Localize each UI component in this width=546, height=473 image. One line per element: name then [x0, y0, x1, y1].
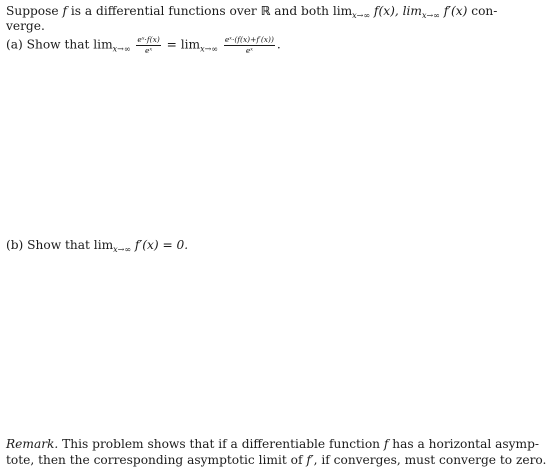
remark-line-1 — [6, 438, 539, 450]
part-a-label: (a) Show that lim — [6, 37, 113, 52]
limit-expression: f(x), lim — [370, 4, 422, 18]
equals-lim: = lim — [166, 37, 201, 52]
fraction-left — [136, 36, 160, 54]
intro-text: and both lim — [270, 4, 353, 18]
part-a — [6, 36, 281, 54]
part-b-label: (b) Show that lim — [6, 238, 114, 252]
remark-text: This problem shows that if a differentiable function — [58, 437, 384, 451]
remark-text: , if converges, must converge to zero. — [313, 453, 546, 467]
problem-intro-line-2 — [6, 20, 45, 32]
fraction-denominator: eˣ — [245, 45, 253, 55]
fraction-right — [224, 36, 275, 54]
limit-subscript: x→∞ — [352, 11, 371, 20]
period: . — [276, 37, 281, 52]
intro-text: verge. — [6, 19, 45, 33]
function-symbol: f — [383, 437, 389, 451]
fraction-denominator: eˣ — [145, 45, 153, 55]
remark-text: tote, then the corresponding asymptotic limit of — [6, 453, 307, 467]
limit-subscript: x→∞ — [421, 11, 440, 20]
limit-subscript: x→∞ — [112, 44, 131, 54]
intro-text: con- — [467, 4, 498, 18]
function-symbol: f — [62, 4, 67, 18]
intro-text: is a differential functions over — [67, 4, 261, 18]
problem-intro-line-1 — [6, 5, 497, 20]
fraction-numerator: eˣ·(f(x)+f′(x)) — [224, 35, 274, 44]
limit-expression: f′(x) — [439, 4, 468, 18]
derivative-symbol: f′ — [306, 453, 314, 467]
remark-line-2 — [6, 454, 546, 466]
intro-text: Suppose — [6, 4, 63, 18]
fraction-numerator: eˣ·f(x) — [137, 35, 160, 44]
limit-subscript: x→∞ — [113, 245, 132, 254]
reals-symbol: ℝ — [260, 4, 271, 18]
limit-subscript: x→∞ — [200, 44, 218, 54]
remark-text: has a horizontal asymp- — [388, 437, 540, 451]
remark-label: Remark. — [6, 437, 59, 451]
part-b — [6, 239, 188, 254]
limit-expression: f′(x) = 0. — [131, 238, 189, 252]
